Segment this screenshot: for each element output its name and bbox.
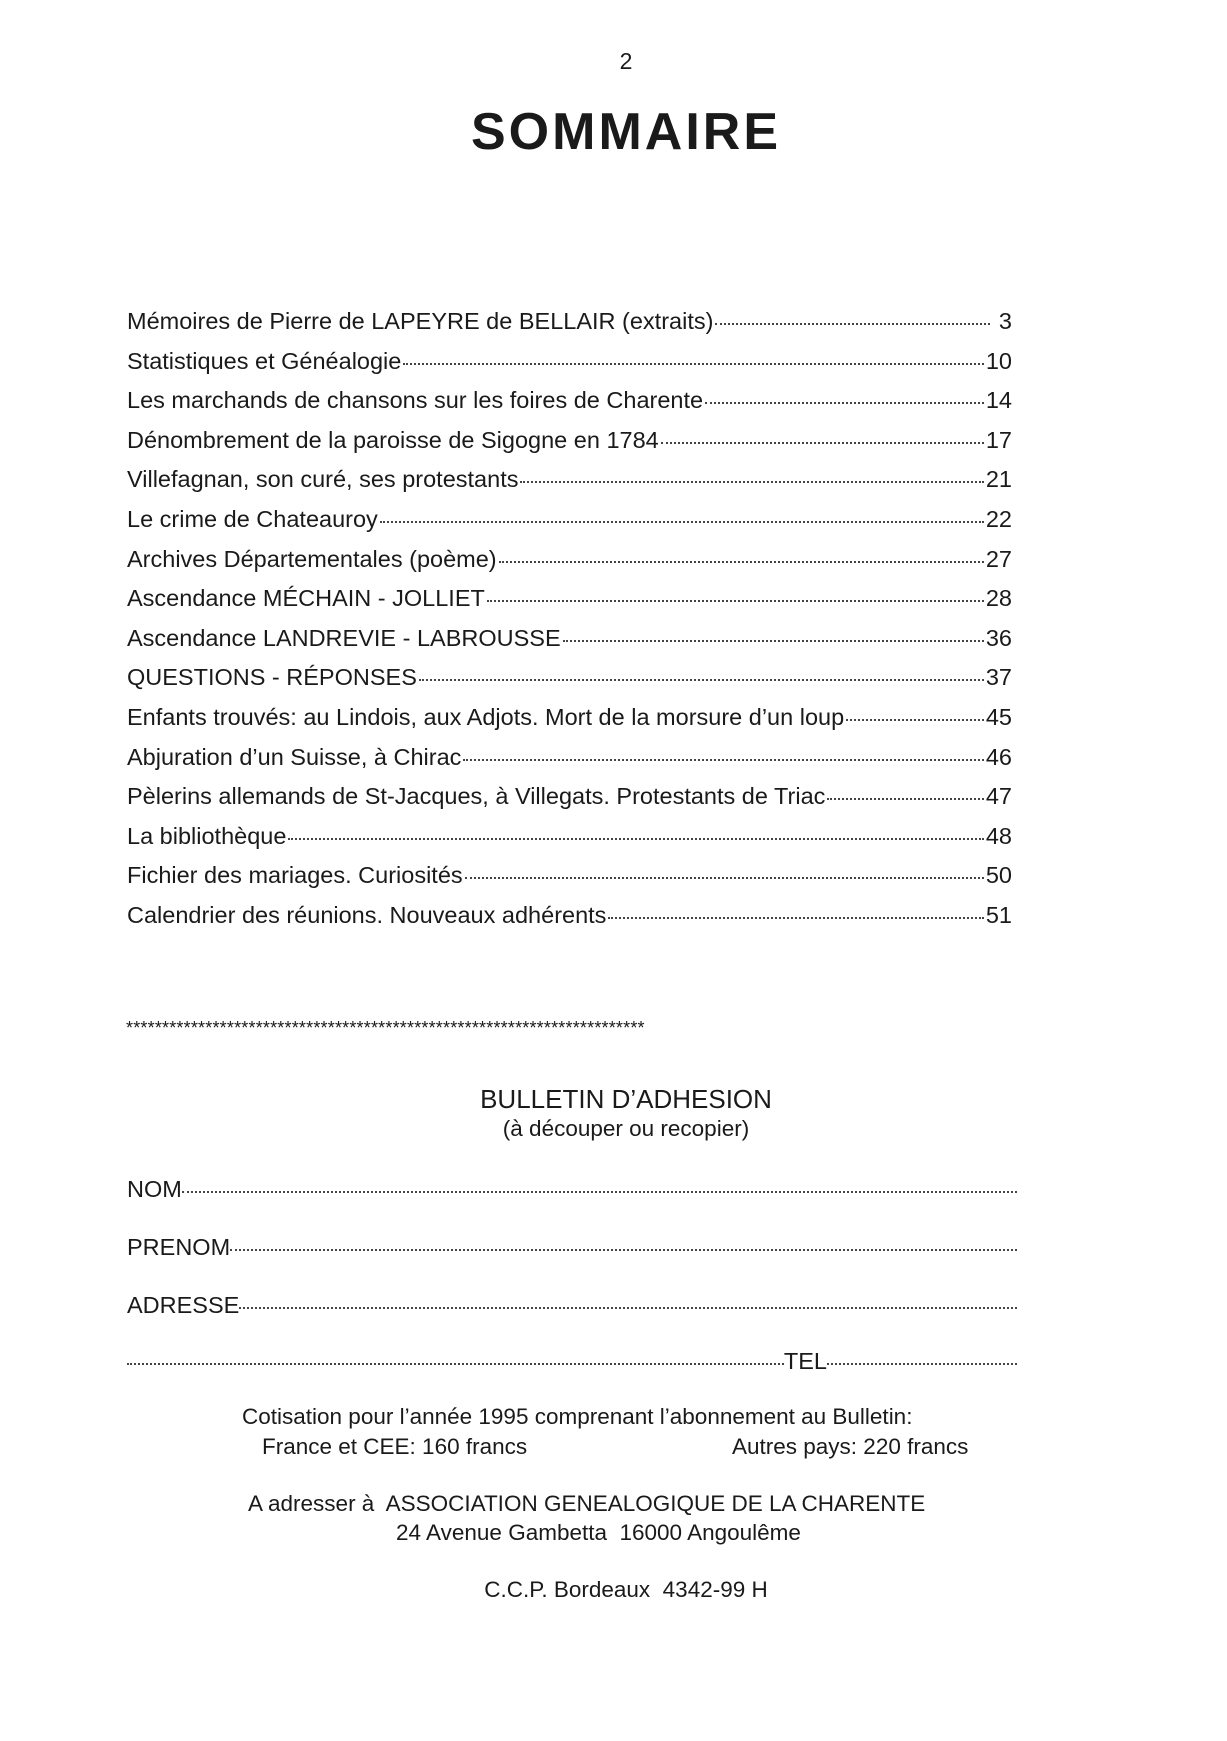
toc-entry-title: Statistiques et Généalogie <box>127 347 402 374</box>
dot-leader <box>288 838 983 840</box>
toc-entry-page: 48 <box>985 822 1012 849</box>
dot-leader <box>230 1249 1017 1251</box>
table-of-contents <box>127 308 1012 942</box>
dot-leader <box>127 1363 784 1365</box>
toc-entry-page: 27 <box>985 545 1012 572</box>
tel-label: TEL <box>783 1348 827 1374</box>
toc-entry-title: Dénombrement de la paroisse de Sigogne en 1784 <box>127 426 659 453</box>
toc-entry-title: Les marchands de chansons sur les foires de Charente <box>127 387 704 414</box>
toc-entry-title: Mémoires de Pierre de LAPEYRE de BELLAIR (extraits) <box>127 308 714 334</box>
price-autres: Autres pays: 220 francs <box>732 1434 969 1459</box>
tel-field[interactable] <box>127 1348 1017 1375</box>
dot-leader <box>846 719 984 721</box>
dot-leader <box>661 442 984 444</box>
toc-entry <box>127 546 1012 586</box>
dot-leader <box>705 402 984 404</box>
dot-leader <box>465 877 984 879</box>
toc-entry <box>127 664 1012 704</box>
dot-leader <box>403 363 984 365</box>
dot-leader <box>827 1363 1017 1365</box>
toc-entry-title: Fichier des mariages. Curiosités <box>127 862 463 889</box>
toc-entry-page: 22 <box>985 505 1012 532</box>
toc-entry <box>127 427 1012 467</box>
prenom-label: PRENOM <box>127 1234 231 1260</box>
toc-entry-page: 50 <box>985 862 1012 889</box>
toc-entry <box>127 902 1012 942</box>
dot-leader <box>563 640 984 642</box>
toc-entry-page: 47 <box>985 783 1012 810</box>
toc-entry <box>127 387 1012 427</box>
nom-label: NOM <box>127 1176 182 1202</box>
toc-entry-page: 28 <box>985 585 1012 612</box>
address-line-1: A adresser à ASSOCIATION GENEALOGIQUE DE LA CHARENTE <box>248 1491 926 1516</box>
toc-entry-page: 17 <box>985 426 1012 453</box>
toc-entry <box>127 308 1012 348</box>
toc-entry-page: 10 <box>985 347 1012 374</box>
toc-entry-page: 36 <box>985 624 1012 651</box>
dot-leader <box>499 561 984 563</box>
toc-entry-page: 14 <box>985 387 1012 414</box>
dot-leader <box>182 1191 1017 1193</box>
toc-entry <box>127 585 1012 625</box>
nom-field[interactable] <box>127 1176 1017 1203</box>
toc-entry-title: La bibliothèque <box>127 822 287 849</box>
toc-entry <box>127 466 1012 506</box>
toc-entry-title: Ascendance LANDREVIE - LABROUSSE <box>127 624 561 651</box>
bulletin-subtitle: (à découper ou recopier) <box>502 1116 750 1141</box>
toc-entry <box>127 506 1012 546</box>
dot-leader <box>715 323 990 325</box>
dot-leader <box>239 1307 1017 1309</box>
toc-entry-title: Villefagnan, son curé, ses protestants <box>127 466 519 493</box>
dot-leader <box>487 600 984 602</box>
toc-entry-title: Archives Départementales (poème) <box>127 545 497 572</box>
toc-entry-title: Le crime de Chateauroy <box>127 505 378 532</box>
prenom-field[interactable] <box>127 1234 1017 1261</box>
toc-entry <box>127 823 1012 863</box>
cotisation-text: Cotisation pour l’année 1995 comprenant l’abonnement au Bulletin: <box>242 1404 913 1429</box>
adresse-field[interactable] <box>127 1292 1017 1319</box>
toc-entry-page: 51 <box>985 901 1012 928</box>
toc-entry-title: Pèlerins allemands de St-Jacques, à Villegats. Protestants de Triac <box>127 783 826 810</box>
toc-entry-page: 3 <box>998 308 1012 334</box>
dot-leader <box>827 798 983 800</box>
toc-entry <box>127 625 1012 665</box>
separator: ************************************************************************ <box>126 1018 645 1038</box>
toc-entry <box>127 783 1012 823</box>
toc-entry-title: Ascendance MÉCHAIN - JOLLIET <box>127 585 485 612</box>
dot-leader <box>380 521 984 523</box>
page-title: SOMMAIRE <box>471 103 781 161</box>
toc-entry-title: QUESTIONS - RÉPONSES <box>127 664 417 691</box>
toc-entry-page: 21 <box>985 466 1012 493</box>
adresse-label: ADRESSE <box>127 1292 240 1318</box>
toc-entry-title: Enfants trouvés: au Lindois, aux Adjots. Mort de la morsure d’un loup <box>127 703 845 730</box>
page-number: 2 <box>619 48 633 74</box>
toc-entry-title: Abjuration d’un Suisse, à Chirac <box>127 743 462 770</box>
dot-leader <box>520 481 983 483</box>
dot-leader <box>463 759 983 761</box>
toc-entry-page: 37 <box>985 664 1012 691</box>
toc-entry <box>127 348 1012 388</box>
price-france: France et CEE: 160 francs <box>262 1434 528 1459</box>
dot-leader <box>608 917 983 919</box>
address-line-2: 24 Avenue Gambetta 16000 Angoulême <box>396 1520 801 1545</box>
toc-entry-page: 45 <box>985 703 1012 730</box>
bulletin-title: BULLETIN D’ADHESION <box>480 1084 772 1114</box>
toc-entry <box>127 704 1012 744</box>
toc-entry <box>127 744 1012 784</box>
toc-entry <box>127 862 1012 902</box>
toc-entry-title: Calendrier des réunions. Nouveaux adhérents <box>127 901 607 928</box>
toc-entry-page: 46 <box>985 743 1012 770</box>
ccp-number: C.C.P. Bordeaux 4342-99 H <box>484 1577 768 1602</box>
dot-leader <box>419 679 984 681</box>
